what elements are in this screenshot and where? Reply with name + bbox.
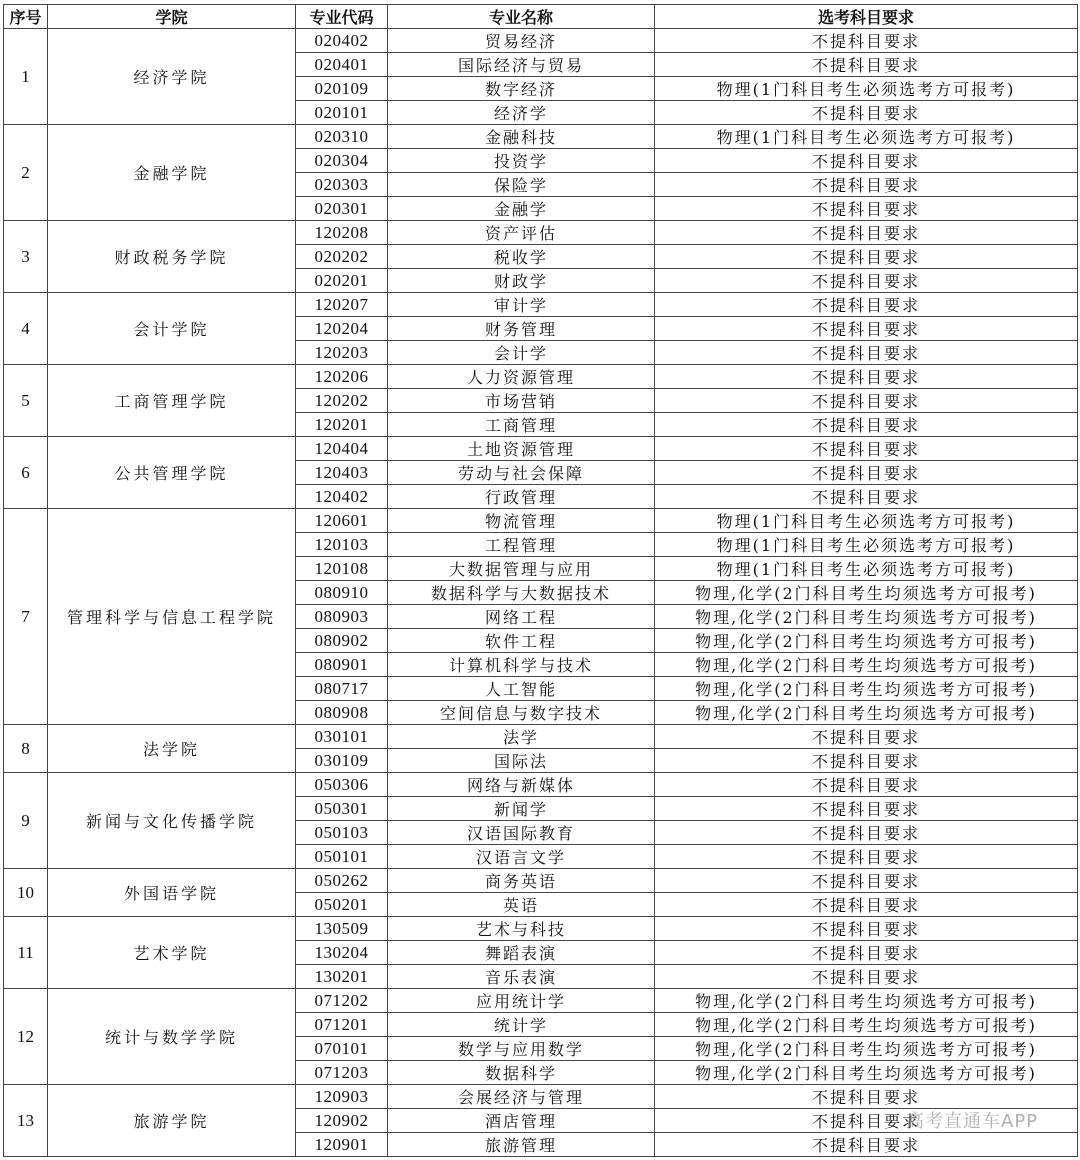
requirement-cell: 不提科目要求: [655, 173, 1078, 197]
major-name-cell: 音乐表演: [388, 965, 655, 989]
major-name-cell: 舞蹈表演: [388, 941, 655, 965]
major-name-cell: 软件工程: [388, 629, 655, 653]
major-name-cell: 法学: [388, 725, 655, 749]
college-cell: 外国语学院: [48, 869, 296, 917]
major-name-cell: 劳动与社会保障: [388, 461, 655, 485]
table-row: [4, 125, 1078, 149]
requirement-cell: 不提科目要求: [655, 461, 1078, 485]
requirement-cell: 物理,化学(2门科目考生均须选考方可报考): [655, 581, 1078, 605]
seq-cell: 3: [4, 221, 48, 293]
requirement-cell: 物理,化学(2门科目考生均须选考方可报考): [655, 629, 1078, 653]
requirement-cell: 不提科目要求: [655, 821, 1078, 845]
major-name-cell: 大数据管理与应用: [388, 557, 655, 581]
major-code-cell: 120208: [296, 221, 388, 245]
major-code-cell: 030101: [296, 725, 388, 749]
major-code-cell: 130201: [296, 965, 388, 989]
seq-cell: 9: [4, 773, 48, 869]
major-name-cell: 汉语言文学: [388, 845, 655, 869]
major-name-cell: 数据科学: [388, 1061, 655, 1085]
table-row: [4, 869, 1078, 893]
seq-cell: 4: [4, 293, 48, 365]
major-code-cell: 120201: [296, 413, 388, 437]
requirement-cell: 不提科目要求: [655, 389, 1078, 413]
major-code-cell: 050301: [296, 797, 388, 821]
major-name-cell: 税收学: [388, 245, 655, 269]
major-name-cell: 人工智能: [388, 677, 655, 701]
major-code-cell: 120206: [296, 365, 388, 389]
college-cell: 法学院: [48, 725, 296, 773]
college-cell: 管理科学与信息工程学院: [48, 509, 296, 725]
requirement-cell: 物理,化学(2门科目考生均须选考方可报考): [655, 1061, 1078, 1085]
major-name-cell: 资产评估: [388, 221, 655, 245]
seq-cell: 6: [4, 437, 48, 509]
college-cell: 工商管理学院: [48, 365, 296, 437]
college-cell: 新闻与文化传播学院: [48, 773, 296, 869]
requirement-cell: 不提科目要求: [655, 965, 1078, 989]
requirement-cell: 不提科目要求: [655, 749, 1078, 773]
app-watermark: 高考直通车APP: [906, 1111, 1039, 1132]
major-requirements-table-container: [3, 4, 1077, 1157]
major-code-cell: 020301: [296, 197, 388, 221]
table-row: [4, 29, 1078, 53]
requirement-cell: 不提科目要求: [655, 269, 1078, 293]
college-cell: 财政税务学院: [48, 221, 296, 293]
requirement-cell: 物理(1门科目考生必须选考方可报考): [655, 77, 1078, 101]
major-code-cell: 050201: [296, 893, 388, 917]
requirement-cell: 不提科目要求: [655, 413, 1078, 437]
major-name-cell: 保险学: [388, 173, 655, 197]
major-code-cell: 020202: [296, 245, 388, 269]
major-code-cell: 080903: [296, 605, 388, 629]
table-row: [4, 221, 1078, 245]
seq-cell: 1: [4, 29, 48, 125]
requirement-cell: 不提科目要求: [655, 1109, 1078, 1133]
major-code-cell: 020310: [296, 125, 388, 149]
major-code-cell: 120103: [296, 533, 388, 557]
requirement-cell: 不提科目要求: [655, 101, 1078, 125]
requirement-cell: 物理,化学(2门科目考生均须选考方可报考): [655, 1013, 1078, 1037]
major-name-cell: 数据科学与大数据技术: [388, 581, 655, 605]
requirement-cell: 物理(1门科目考生必须选考方可报考): [655, 533, 1078, 557]
major-code-cell: 020402: [296, 29, 388, 53]
requirement-cell: 不提科目要求: [655, 29, 1078, 53]
requirement-cell: 不提科目要求: [655, 197, 1078, 221]
major-name-cell: 数学与应用数学: [388, 1037, 655, 1061]
requirement-cell: 不提科目要求: [655, 293, 1078, 317]
major-code-cell: 120903: [296, 1085, 388, 1109]
major-code-cell: 120207: [296, 293, 388, 317]
major-name-cell: 市场营销: [388, 389, 655, 413]
table-row: [4, 773, 1078, 797]
major-name-cell: 酒店管理: [388, 1109, 655, 1133]
table-row: [4, 293, 1078, 317]
requirement-cell: 物理,化学(2门科目考生均须选考方可报考): [655, 605, 1078, 629]
requirement-cell: 不提科目要求: [655, 1133, 1078, 1157]
major-name-cell: 国际经济与贸易: [388, 53, 655, 77]
requirement-cell: 不提科目要求: [655, 317, 1078, 341]
requirement-cell: 不提科目要求: [655, 797, 1078, 821]
college-cell: 统计与数学学院: [48, 989, 296, 1085]
seq-cell: 8: [4, 725, 48, 773]
major-name-cell: 新闻学: [388, 797, 655, 821]
header-code: 专业代码: [296, 5, 388, 29]
requirement-cell: 物理(1门科目考生必须选考方可报考): [655, 125, 1078, 149]
major-name-cell: 空间信息与数字技术: [388, 701, 655, 725]
major-code-cell: 071201: [296, 1013, 388, 1037]
major-name-cell: 贸易经济: [388, 29, 655, 53]
requirement-cell: 物理,化学(2门科目考生均须选考方可报考): [655, 677, 1078, 701]
table-body: [4, 29, 1078, 1157]
seq-cell: 5: [4, 365, 48, 437]
major-code-cell: 120902: [296, 1109, 388, 1133]
major-name-cell: 工程管理: [388, 533, 655, 557]
college-cell: 公共管理学院: [48, 437, 296, 509]
requirement-cell: 不提科目要求: [655, 1085, 1078, 1109]
major-name-cell: 财务管理: [388, 317, 655, 341]
major-name-cell: 艺术与科技: [388, 917, 655, 941]
major-code-cell: 050103: [296, 821, 388, 845]
major-code-cell: 120108: [296, 557, 388, 581]
requirement-cell: 物理,化学(2门科目考生均须选考方可报考): [655, 653, 1078, 677]
requirement-cell: 不提科目要求: [655, 941, 1078, 965]
major-code-cell: 120204: [296, 317, 388, 341]
seq-cell: 11: [4, 917, 48, 989]
major-code-cell: 020304: [296, 149, 388, 173]
major-name-cell: 汉语国际教育: [388, 821, 655, 845]
major-code-cell: 020401: [296, 53, 388, 77]
table-row: [4, 509, 1078, 533]
major-code-cell: 120203: [296, 341, 388, 365]
requirement-cell: 不提科目要求: [655, 845, 1078, 869]
major-name-cell: 数字经济: [388, 77, 655, 101]
seq-cell: 12: [4, 989, 48, 1085]
major-name-cell: 网络与新媒体: [388, 773, 655, 797]
header-seq: 序号: [4, 5, 48, 29]
seq-cell: 13: [4, 1085, 48, 1157]
major-name-cell: 英语: [388, 893, 655, 917]
requirement-cell: 不提科目要求: [655, 341, 1078, 365]
major-name-cell: 计算机科学与技术: [388, 653, 655, 677]
major-code-cell: 071203: [296, 1061, 388, 1085]
seq-cell: 2: [4, 125, 48, 221]
requirement-cell: 不提科目要求: [655, 245, 1078, 269]
seq-cell: 7: [4, 509, 48, 725]
requirement-cell: 不提科目要求: [655, 365, 1078, 389]
major-code-cell: 120404: [296, 437, 388, 461]
college-cell: 会计学院: [48, 293, 296, 365]
major-name-cell: 行政管理: [388, 485, 655, 509]
requirement-cell: 物理(1门科目考生必须选考方可报考): [655, 509, 1078, 533]
major-code-cell: 050101: [296, 845, 388, 869]
table-row: [4, 725, 1078, 749]
major-name-cell: 审计学: [388, 293, 655, 317]
college-cell: 金融学院: [48, 125, 296, 221]
major-code-cell: 080908: [296, 701, 388, 725]
major-code-cell: 080902: [296, 629, 388, 653]
major-name-cell: 财政学: [388, 269, 655, 293]
major-code-cell: 070101: [296, 1037, 388, 1061]
major-code-cell: 020303: [296, 173, 388, 197]
requirement-cell: 不提科目要求: [655, 485, 1078, 509]
requirement-cell: 物理,化学(2门科目考生均须选考方可报考): [655, 701, 1078, 725]
college-cell: 旅游学院: [48, 1085, 296, 1157]
major-name-cell: 人力资源管理: [388, 365, 655, 389]
seq-cell: 10: [4, 869, 48, 917]
major-code-cell: 020101: [296, 101, 388, 125]
major-code-cell: 120601: [296, 509, 388, 533]
major-code-cell: 120202: [296, 389, 388, 413]
table-row: [4, 1085, 1078, 1109]
major-code-cell: 080717: [296, 677, 388, 701]
major-name-cell: 物流管理: [388, 509, 655, 533]
requirement-cell: 不提科目要求: [655, 893, 1078, 917]
requirement-cell: 不提科目要求: [655, 917, 1078, 941]
table-row: [4, 989, 1078, 1013]
major-name-cell: 经济学: [388, 101, 655, 125]
table-row: [4, 917, 1078, 941]
major-code-cell: 120403: [296, 461, 388, 485]
major-code-cell: 030109: [296, 749, 388, 773]
major-name-cell: 金融学: [388, 197, 655, 221]
major-name-cell: 金融科技: [388, 125, 655, 149]
major-code-cell: 080901: [296, 653, 388, 677]
major-name-cell: 投资学: [388, 149, 655, 173]
header-college: 学院: [48, 5, 296, 29]
major-name-cell: 统计学: [388, 1013, 655, 1037]
requirement-cell: 物理,化学(2门科目考生均须选考方可报考): [655, 1037, 1078, 1061]
requirement-cell: 不提科目要求: [655, 221, 1078, 245]
major-name-cell: 应用统计学: [388, 989, 655, 1013]
requirement-cell: 物理,化学(2门科目考生均须选考方可报考): [655, 989, 1078, 1013]
major-name-cell: 网络工程: [388, 605, 655, 629]
major-name-cell: 会计学: [388, 341, 655, 365]
table-header-row: [4, 5, 1078, 29]
requirement-cell: 不提科目要求: [655, 437, 1078, 461]
requirement-cell: 不提科目要求: [655, 869, 1078, 893]
major-name-cell: 土地资源管理: [388, 437, 655, 461]
major-name-cell: 国际法: [388, 749, 655, 773]
header-requirement: 选考科目要求: [655, 5, 1078, 29]
major-code-cell: 020201: [296, 269, 388, 293]
header-major: 专业名称: [388, 5, 655, 29]
major-code-cell: 130509: [296, 917, 388, 941]
requirement-cell: 不提科目要求: [655, 773, 1078, 797]
major-code-cell: 071202: [296, 989, 388, 1013]
major-code-cell: 120901: [296, 1133, 388, 1157]
college-cell: 经济学院: [48, 29, 296, 125]
table-row: [4, 437, 1078, 461]
major-name-cell: 商务英语: [388, 869, 655, 893]
major-name-cell: 工商管理: [388, 413, 655, 437]
requirement-cell: 不提科目要求: [655, 149, 1078, 173]
requirement-cell: 不提科目要求: [655, 725, 1078, 749]
table-row: [4, 365, 1078, 389]
college-cell: 艺术学院: [48, 917, 296, 989]
major-code-cell: 120402: [296, 485, 388, 509]
major-code-cell: 130204: [296, 941, 388, 965]
major-code-cell: 050262: [296, 869, 388, 893]
requirement-cell: 不提科目要求: [655, 53, 1078, 77]
major-code-cell: 020109: [296, 77, 388, 101]
major-code-cell: 080910: [296, 581, 388, 605]
major-code-cell: 050306: [296, 773, 388, 797]
requirement-cell: 物理(1门科目考生必须选考方可报考): [655, 557, 1078, 581]
major-name-cell: 旅游管理: [388, 1133, 655, 1157]
major-requirements-table: [3, 4, 1078, 1157]
major-name-cell: 会展经济与管理: [388, 1085, 655, 1109]
